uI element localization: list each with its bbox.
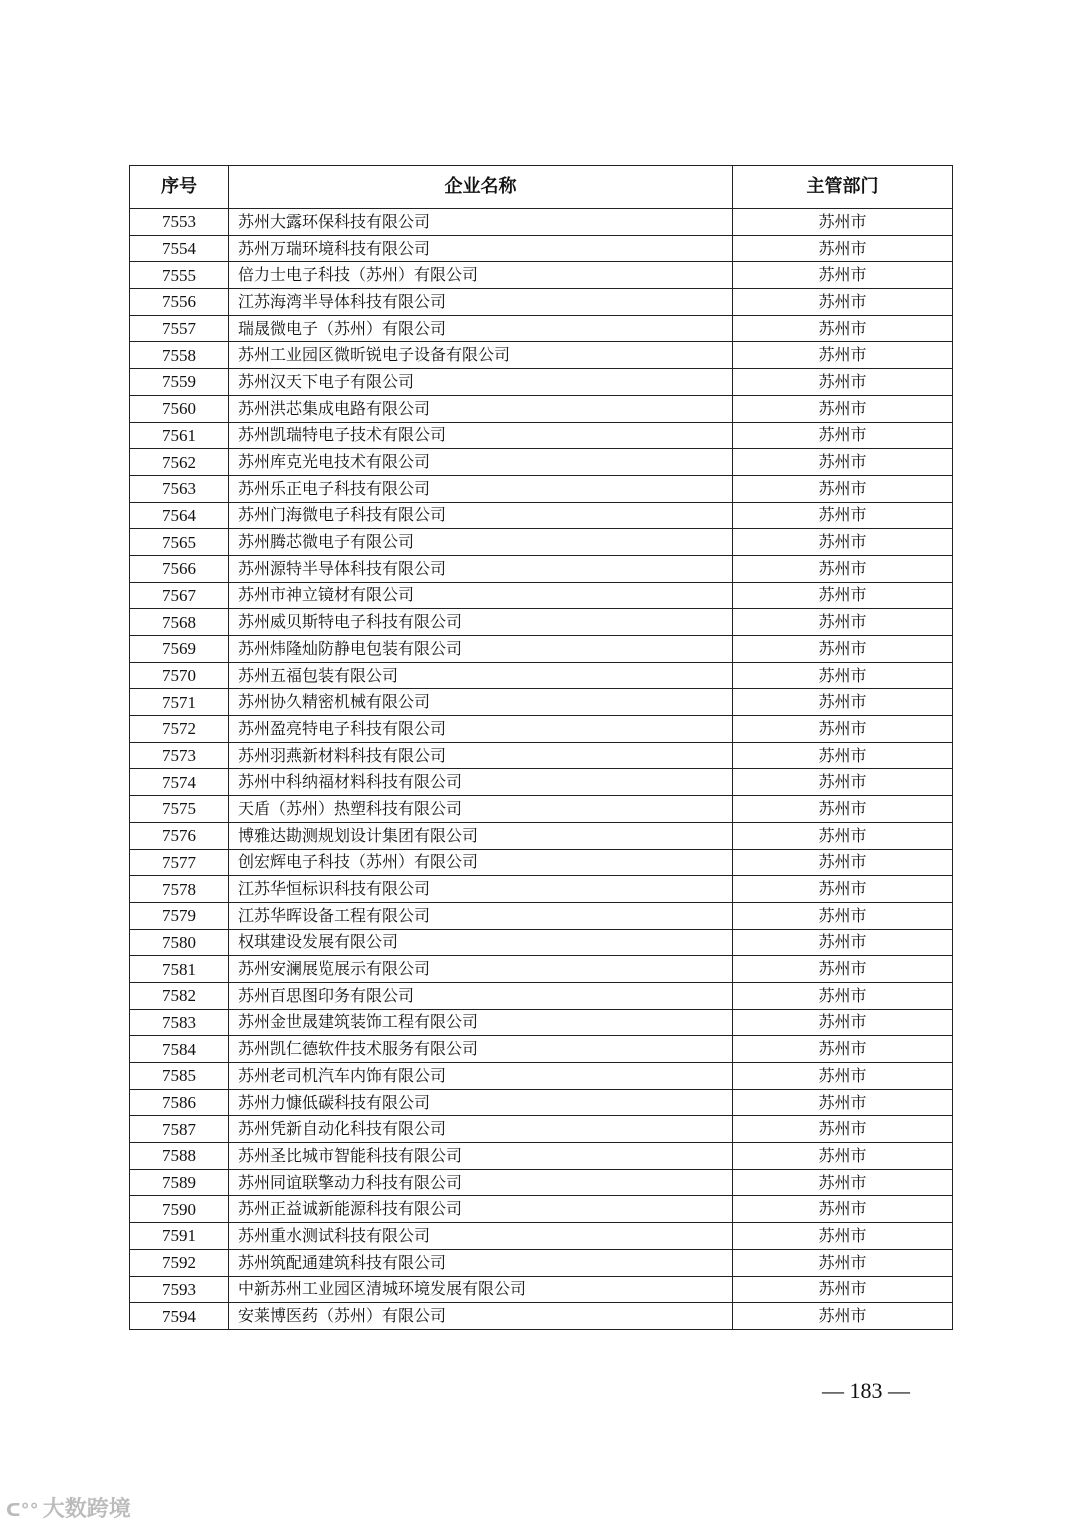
table-row — [130, 1116, 953, 1143]
department-cell: 苏州市 — [733, 1303, 953, 1330]
table-row — [130, 262, 953, 289]
department-cell: 苏州市 — [733, 1276, 953, 1303]
serial-cell: 7570 — [130, 662, 229, 689]
serial-cell: 7560 — [130, 395, 229, 422]
table-row — [130, 1143, 953, 1170]
department-cell: 苏州市 — [733, 1223, 953, 1250]
table-row — [130, 555, 953, 582]
company-name-cell: 苏州市神立镜材有限公司 — [229, 582, 733, 609]
serial-cell: 7555 — [130, 262, 229, 289]
company-name-cell: 苏州洪芯集成电路有限公司 — [229, 395, 733, 422]
department-cell: 苏州市 — [733, 822, 953, 849]
serial-cell: 7557 — [130, 315, 229, 342]
department-cell: 苏州市 — [733, 262, 953, 289]
serial-cell: 7587 — [130, 1116, 229, 1143]
table-row — [130, 609, 953, 636]
table-row — [130, 902, 953, 929]
company-name-cell: 苏州威贝斯特电子科技有限公司 — [229, 609, 733, 636]
department-cell: 苏州市 — [733, 902, 953, 929]
table-row — [130, 342, 953, 369]
department-cell: 苏州市 — [733, 1009, 953, 1036]
table-row — [130, 209, 953, 236]
table-row — [130, 1303, 953, 1330]
serial-cell: 7589 — [130, 1169, 229, 1196]
company-name-cell: 苏州重水测试科技有限公司 — [229, 1223, 733, 1250]
department-cell: 苏州市 — [733, 609, 953, 636]
company-name-cell: 苏州协久精密机械有限公司 — [229, 689, 733, 716]
department-cell: 苏州市 — [733, 289, 953, 316]
company-name-cell: 安莱博医药（苏州）有限公司 — [229, 1303, 733, 1330]
watermark-text: 大数跨境 — [42, 1497, 131, 1522]
serial-cell: 7579 — [130, 902, 229, 929]
watermark — [6, 1492, 131, 1523]
table-row — [130, 1036, 953, 1063]
serial-cell: 7582 — [130, 982, 229, 1009]
serial-cell: 7591 — [130, 1223, 229, 1250]
table-row — [130, 1009, 953, 1036]
serial-cell: 7562 — [130, 449, 229, 476]
company-name-cell: 江苏华晖设备工程有限公司 — [229, 902, 733, 929]
department-cell: 苏州市 — [733, 929, 953, 956]
department-cell: 苏州市 — [733, 449, 953, 476]
department-cell: 苏州市 — [733, 395, 953, 422]
table-row — [130, 1089, 953, 1116]
serial-cell: 7590 — [130, 1196, 229, 1223]
table-row — [130, 662, 953, 689]
serial-cell: 7558 — [130, 342, 229, 369]
table-row — [130, 929, 953, 956]
table-row — [130, 1196, 953, 1223]
company-name-cell: 权琪建设发展有限公司 — [229, 929, 733, 956]
department-cell: 苏州市 — [733, 315, 953, 342]
company-name-cell: 苏州老司机汽车内饰有限公司 — [229, 1063, 733, 1090]
serial-cell: 7566 — [130, 555, 229, 582]
company-name-cell: 创宏辉电子科技（苏州）有限公司 — [229, 849, 733, 876]
department-cell: 苏州市 — [733, 876, 953, 903]
company-name-cell: 苏州源特半导体科技有限公司 — [229, 555, 733, 582]
table-row — [130, 796, 953, 823]
department-cell: 苏州市 — [733, 849, 953, 876]
company-name-cell: 苏州汉天下电子有限公司 — [229, 369, 733, 396]
company-name-cell: 苏州乐正电子科技有限公司 — [229, 475, 733, 502]
company-name-cell: 苏州炜隆灿防静电包装有限公司 — [229, 636, 733, 663]
header-department: 主管部门 — [733, 166, 953, 209]
company-name-cell: 瑞晟微电子（苏州）有限公司 — [229, 315, 733, 342]
serial-cell: 7553 — [130, 209, 229, 236]
company-name-cell: 天盾（苏州）热塑科技有限公司 — [229, 796, 733, 823]
table-row — [130, 636, 953, 663]
serial-cell: 7581 — [130, 956, 229, 983]
table-row — [130, 982, 953, 1009]
table-row — [130, 475, 953, 502]
serial-cell: 7576 — [130, 822, 229, 849]
table-row — [130, 235, 953, 262]
company-name-cell: 苏州五福包装有限公司 — [229, 662, 733, 689]
department-cell: 苏州市 — [733, 1143, 953, 1170]
company-name-cell: 苏州圣比城市智能科技有限公司 — [229, 1143, 733, 1170]
serial-cell: 7584 — [130, 1036, 229, 1063]
department-cell: 苏州市 — [733, 956, 953, 983]
department-cell: 苏州市 — [733, 1063, 953, 1090]
serial-cell: 7567 — [130, 582, 229, 609]
company-name-cell: 苏州凯瑞特电子技术有限公司 — [229, 422, 733, 449]
company-name-cell: 苏州大露环保科技有限公司 — [229, 209, 733, 236]
serial-cell: 7575 — [130, 796, 229, 823]
department-cell: 苏州市 — [733, 369, 953, 396]
table-row — [130, 315, 953, 342]
department-cell: 苏州市 — [733, 235, 953, 262]
department-cell: 苏州市 — [733, 555, 953, 582]
department-cell: 苏州市 — [733, 1116, 953, 1143]
department-cell: 苏州市 — [733, 209, 953, 236]
department-cell: 苏州市 — [733, 1036, 953, 1063]
serial-cell: 7559 — [130, 369, 229, 396]
header-company-name: 企业名称 — [229, 166, 733, 209]
serial-cell: 7573 — [130, 742, 229, 769]
table-row — [130, 369, 953, 396]
serial-cell: 7564 — [130, 502, 229, 529]
table-row — [130, 956, 953, 983]
company-name-cell: 苏州羽燕新材料科技有限公司 — [229, 742, 733, 769]
company-name-cell: 苏州金世晟建筑装饰工程有限公司 — [229, 1009, 733, 1036]
serial-cell: 7569 — [130, 636, 229, 663]
department-cell: 苏州市 — [733, 342, 953, 369]
serial-cell: 7565 — [130, 529, 229, 556]
serial-cell: 7572 — [130, 716, 229, 743]
company-name-cell: 江苏海湾半导体科技有限公司 — [229, 289, 733, 316]
department-cell: 苏州市 — [733, 422, 953, 449]
department-cell: 苏州市 — [733, 769, 953, 796]
company-name-cell: 苏州正益诚新能源科技有限公司 — [229, 1196, 733, 1223]
serial-cell: 7593 — [130, 1276, 229, 1303]
table-row — [130, 689, 953, 716]
department-cell: 苏州市 — [733, 1249, 953, 1276]
header-serial: 序号 — [130, 166, 229, 209]
company-name-cell: 苏州凭新自动化科技有限公司 — [229, 1116, 733, 1143]
serial-cell: 7594 — [130, 1303, 229, 1330]
department-cell: 苏州市 — [733, 529, 953, 556]
company-name-cell: 苏州凯仁德软件技术服务有限公司 — [229, 1036, 733, 1063]
table-row — [130, 716, 953, 743]
table-row — [130, 289, 953, 316]
department-cell: 苏州市 — [733, 982, 953, 1009]
company-name-cell: 苏州万瑞环境科技有限公司 — [229, 235, 733, 262]
table-row — [130, 502, 953, 529]
department-cell: 苏州市 — [733, 742, 953, 769]
company-name-cell: 苏州同谊联擎动力科技有限公司 — [229, 1169, 733, 1196]
department-cell: 苏州市 — [733, 1169, 953, 1196]
department-cell: 苏州市 — [733, 716, 953, 743]
page-number: — 183 — — [822, 1378, 910, 1403]
table-row — [130, 1249, 953, 1276]
table-row — [130, 822, 953, 849]
serial-cell: 7554 — [130, 235, 229, 262]
company-name-cell: 苏州中科纳福材料科技有限公司 — [229, 769, 733, 796]
serial-cell: 7577 — [130, 849, 229, 876]
table-row — [130, 1063, 953, 1090]
table-row — [130, 1223, 953, 1250]
serial-cell: 7592 — [130, 1249, 229, 1276]
department-cell: 苏州市 — [733, 689, 953, 716]
company-name-cell: 苏州安澜展览展示有限公司 — [229, 956, 733, 983]
table-row — [130, 742, 953, 769]
serial-cell: 7568 — [130, 609, 229, 636]
table-header-row — [130, 166, 953, 209]
department-cell: 苏州市 — [733, 796, 953, 823]
table-row — [130, 849, 953, 876]
department-cell: 苏州市 — [733, 636, 953, 663]
company-name-cell: 苏州腾芯微电子有限公司 — [229, 529, 733, 556]
company-name-cell: 博雅达勘测规划设计集团有限公司 — [229, 822, 733, 849]
company-name-cell: 苏州盈亮特电子科技有限公司 — [229, 716, 733, 743]
company-name-cell: 苏州库克光电技术有限公司 — [229, 449, 733, 476]
serial-cell: 7563 — [130, 475, 229, 502]
company-name-cell: 中新苏州工业园区清城环境发展有限公司 — [229, 1276, 733, 1303]
serial-cell: 7571 — [130, 689, 229, 716]
department-cell: 苏州市 — [733, 502, 953, 529]
company-name-cell: 苏州筑配通建筑科技有限公司 — [229, 1249, 733, 1276]
table-row — [130, 582, 953, 609]
table-row — [130, 876, 953, 903]
serial-cell: 7586 — [130, 1089, 229, 1116]
department-cell: 苏州市 — [733, 1196, 953, 1223]
department-cell: 苏州市 — [733, 475, 953, 502]
serial-cell: 7580 — [130, 929, 229, 956]
table-row — [130, 1276, 953, 1303]
serial-cell: 7556 — [130, 289, 229, 316]
company-name-cell: 倍力士电子科技（苏州）有限公司 — [229, 262, 733, 289]
company-name-cell: 苏州百思图印务有限公司 — [229, 982, 733, 1009]
enterprise-table — [129, 165, 953, 1330]
table-row — [130, 769, 953, 796]
serial-cell: 7574 — [130, 769, 229, 796]
table-row — [130, 449, 953, 476]
department-cell: 苏州市 — [733, 662, 953, 689]
serial-cell: 7588 — [130, 1143, 229, 1170]
company-name-cell: 苏州门海微电子科技有限公司 — [229, 502, 733, 529]
table-row — [130, 422, 953, 449]
table-row — [130, 395, 953, 422]
company-name-cell: 苏州工业园区微昕锐电子设备有限公司 — [229, 342, 733, 369]
table-row — [130, 1169, 953, 1196]
serial-cell: 7561 — [130, 422, 229, 449]
department-cell: 苏州市 — [733, 1089, 953, 1116]
department-cell: 苏州市 — [733, 582, 953, 609]
company-name-cell: 江苏华恒标识科技有限公司 — [229, 876, 733, 903]
watermark-logo-icon: ᑕ°° — [6, 1500, 39, 1521]
serial-cell: 7578 — [130, 876, 229, 903]
serial-cell: 7585 — [130, 1063, 229, 1090]
company-name-cell: 苏州力慷低碳科技有限公司 — [229, 1089, 733, 1116]
table-row — [130, 529, 953, 556]
serial-cell: 7583 — [130, 1009, 229, 1036]
